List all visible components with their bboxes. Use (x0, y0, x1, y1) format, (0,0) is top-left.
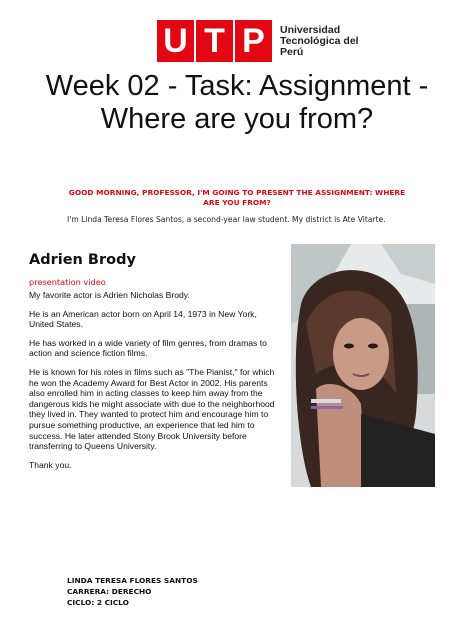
student-career: CARRERA: DERECHO (67, 587, 152, 596)
paragraph: Thank you. (29, 459, 72, 470)
paragraph: He has worked in a wide variety of film genres, from dramas to action and science fiction films. (29, 337, 267, 359)
actor-description (29, 290, 277, 478)
student-name: LINDA TERESA FLORES SANTOS (67, 576, 198, 585)
actor-heading: Adrien Brody (29, 252, 136, 268)
presentation-video-link[interactable]: presentation video (29, 277, 106, 287)
greeting-text: GOOD MORNING, PROFESSOR, I'M GOING TO PRESENT THE ASSIGNMENT: WHERE ARE YOU FROM? (68, 188, 406, 207)
logo-letter-t: T (204, 22, 225, 60)
student-photo (291, 244, 435, 487)
university-name: Universidad Tecnológica del Perú (280, 23, 359, 58)
paragraph: He is known for his roles in films such as "The Pianist," for which he won the Academy Award for Best Actor in 2002. His parents also enrolled him in acting classes to keep him away from the dangerous kids he might associate with due to the neighborhood they lived in. They wanted to protect him and encourage him to pursue something productive, an experience that led him to success. He later attended Stony Brook University before transferring to Queens University. (29, 366, 275, 452)
student-info (67, 575, 198, 608)
logo-letter-p: P (242, 22, 265, 60)
paragraph: He is an American actor born on April 14, 1973 in New York, United States. (29, 308, 257, 330)
utp-logo-box (157, 20, 272, 62)
logo-letter-u: U (163, 22, 188, 60)
utp-logo (157, 20, 360, 62)
student-cycle: CICLO: 2 CICLO (67, 598, 129, 607)
paragraph: My favorite actor is Adrien Nicholas Brody. (29, 290, 190, 300)
page-title: Week 02 - Task: Assignment - Where are you from? (45, 70, 429, 135)
intro-text: I'm Linda Teresa Flores Santos, a second-year law student. My district is Ate Vitarte. (67, 215, 386, 224)
